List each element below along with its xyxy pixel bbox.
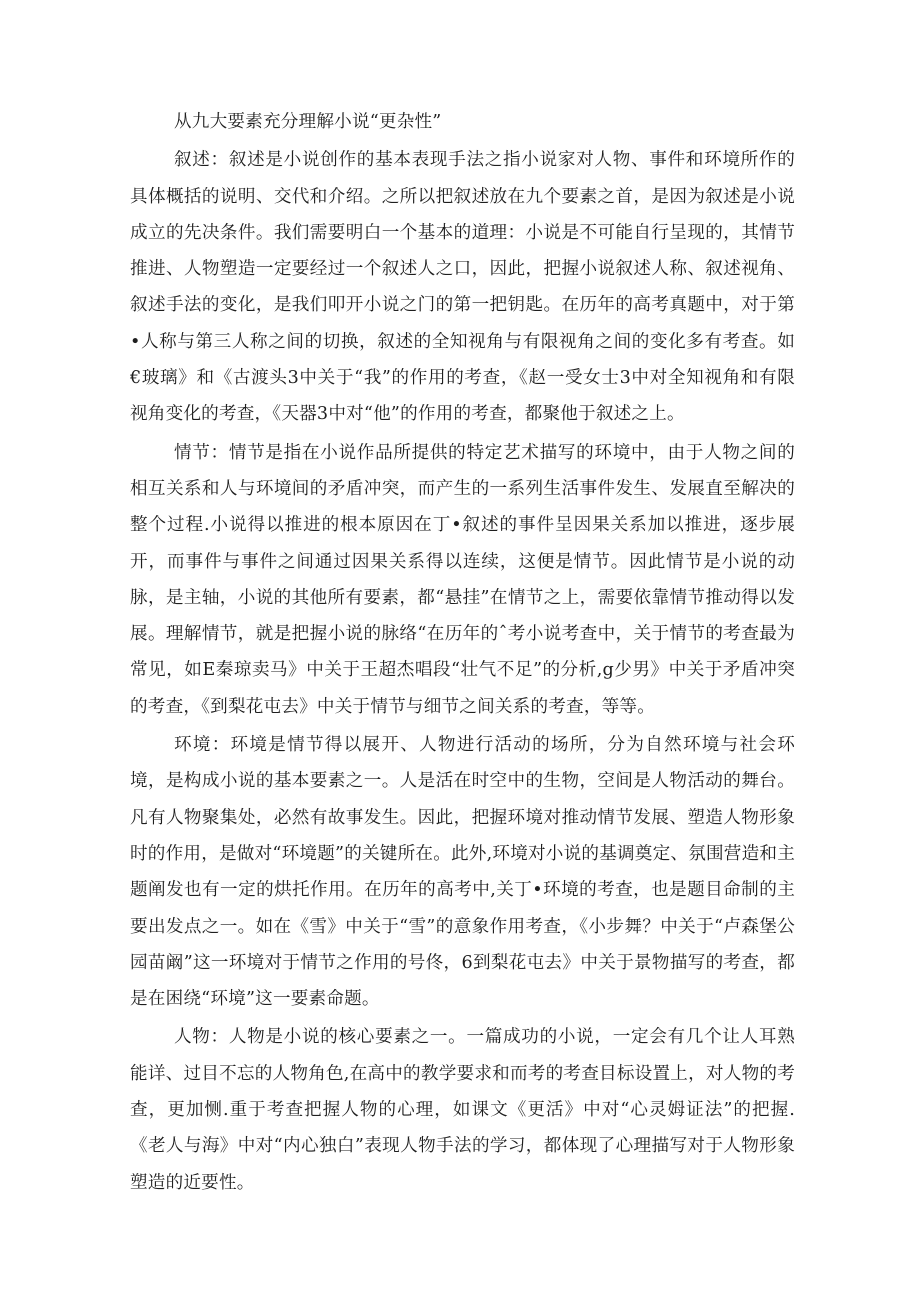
document-page <box>130 104 795 1201</box>
document-title: 从九大要素充分理解小说“更杂性” <box>174 112 442 132</box>
paragraph-environment: 环境：环境是情节得以展开、人物进行活动的场所，分为自然环境与社会环境，是构成小说的基本要素之一。人是活在时空中的生物，空间是人物活动的舞台。凡有人物聚集处，必然有故事发生。因此，把握环境对推动情节发展、塑造人物形象时的作用，是做对“环境题”的关键所在。此外,环境对小说的基调奠定、氛围营造和主题阐发也有一定的烘托作用。在历年的高考中,关丁•环境的考查，也是题目命制的主要出发点之一。如在《雪》中关于“雪”的意象作用考查，《小步舞？中关于“卢森堡公园苗阚”这一环境对于情节之作用的号佟，6到梨花屯去》中关于景物描写的考查，都是在困绕“环境”这一要素命题。 <box>130 735 795 1010</box>
paragraph-narration: 叙述：叙述是小说创作的基本表现手法之指小说家对人物、事件和环境所作的具体概括的说明、交代和介绍。之所以把叙述放在九个要素之首，是因为叙述是小说成立的先决条件。我们需要明白一个基本的道理：小说是不可能自行呈现的，其情节推进、人物塑造一定要经过一个叙述人之口，因此，把握小说叙述人称、叙述视角、叙述手法的变化，是我们叩开小说之门的第一把钥匙。在历年的高考真题中，对于第•人称与第三人称之间的切换，叙述的全知视角与有限视角之间的变化多有考查。如€玻璃》和《古渡头3中关于“我”的作用的考查，《赵一受女士3中对全知视角和有限视角变化的考查，《天器3中对“他”的作用的考查，都聚他于叙述之上。 <box>130 150 795 425</box>
paragraph-character: 人物：人物是小说的核心要素之一。一篇成功的小说，一定会有几个让人耳熟能详、过目不忘的人物角色,在高中的教学要求和而考的考查目标设置上，对人物的考查，更加恻.重于考查把握人物的心理，如课文《更活》中对“心灵姆证法”的把握.《老人与海》中对“内心独白”表现人物手法的学习，都体现了心理描写对于人物形象塑造的近要性。 <box>130 1027 795 1193</box>
paragraph-plot: 情节：情节是指在小说作品所提供的特定艺术描写的环境中，由于人物之间的相互关系和人与环境间的矛盾冲突，而产生的一系列生活事件发生、发展直至解决的整个过程.小说得以推进的根本原因在丁•叙述的事件呈因果关系加以推进，逐步展开，而事件与事件之间通过因果关系得以连续，这便是情节。因此情节是小说的动脉，是主轴，小说的其他所有要素，都“悬挂”在情节之上，需要依靠情节推动得以发展。理解情节，就是把握小说的脉络“在历年的ˆ考小说考查中，关于情节的考查最为常见，如E秦琼卖马》中关于王超杰唱段“壮气不足”的分析,g少男》中关于矛盾冲突的考查，《到梨花屯去》中关于情节与细节之间关系的考查，等等。 <box>130 442 795 717</box>
